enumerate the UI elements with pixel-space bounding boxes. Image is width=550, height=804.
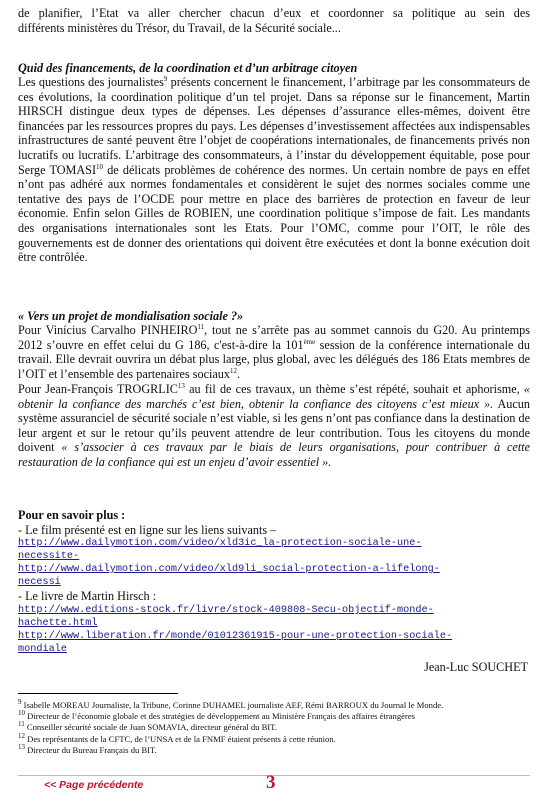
footnote-12 (18, 731, 538, 745)
paragraph-trogrlic (18, 382, 530, 470)
quote-confiance: « obtenir la confiance des marchés c’est bien, obtenir la confiance des citoyens c’est mieux ». (18, 382, 530, 411)
footnote-ref-12: 12 (229, 366, 237, 375)
link-editions-stock-line-2: hachette.html (18, 617, 98, 629)
footnote-ref-10: 10 (96, 162, 104, 171)
footnote-11-text: Conseiller sécurité sociale de Juan SOMAVIA, directeur général du BIT. (24, 722, 277, 733)
link-liberation-line-2: mondiale (18, 643, 67, 655)
footnote-ref-13: 13 (177, 381, 185, 390)
para3-part-1: Pour Jean-François TROGRLIC (18, 382, 178, 396)
superscript-eme: ème (303, 337, 316, 346)
more-info-block (18, 508, 530, 656)
intro-line-1: de planifier, l’Etat va aller chercher chacun d’eux et coordonner sa politique au sein des (18, 6, 530, 20)
para1-part-a: Les questions des journalistes (18, 75, 164, 89)
footnote-11 (18, 722, 538, 733)
link-dailymotion-1[interactable] (18, 537, 530, 563)
film-intro: - Le film présenté est en ligne sur les liens suivants – (18, 522, 277, 537)
section-heading-mondialisation: « Vers un projet de mondialisation sociale ?» (18, 309, 244, 323)
intro-line-2: différents ministères du Trésor, du Travail, de la Sécurité sociale... (18, 20, 341, 35)
footnote-13 (18, 742, 538, 756)
more-info-heading: Pour en savoir plus : (18, 508, 126, 522)
para3-part-2: au fil de ces travaux, un thème s’est répété, souhait et aphorisme, (184, 382, 524, 396)
footnotes (18, 700, 538, 756)
para1-part-b: présents concernent le financement, l’arbitrage par les consommateurs de ces évolutions, la coordination politique d’un tel projet. Dans sa réponse sur le financement, Martin HIRSCH distingue deux types de dépenses. Les dépenses d’assurance elles-mêmes, doivent être financées par les ressources propres du pays. Les dépenses d’investissement affectées aux indispensables infrastructures de santé peuvent être l’objet de coopérations internationales, de financements privés non lucratifs ou lucratifs. L’arbitrage des consommateurs, à l’instar du développement équitable, pose pour Serge TOMASI (18, 75, 531, 177)
para1-part-c: de délicats problèmes de cohérence des normes. Un certain nombre de pays en effet n’ont pas adhéré aux normes fondamentales et considèrent le sujet des normes sociales comme une tentative des pays de l’OCDE pour mettre en place des barrières de protection en faveur de leur économie. Enfin selon Gilles de ROBIEN, une coordination politique s’impose de fait. Les mandants des organisations internationales sont les Etats. Pour l’OMC, comme pour l’OIT, le rôle des gouvernements est de donner des orientations qui doivent être exécutées et dont la bonne exécution doit être contrôlée. (18, 162, 531, 265)
para2-part-1: Pour Vinícius Carvalho PINHEIRO (18, 323, 198, 337)
footnote-10 (18, 711, 538, 722)
footnote-12-number: 12 (18, 731, 25, 740)
link-dailymotion-1-line-2: necessite- (18, 551, 80, 563)
footnote-13-number: 13 (18, 742, 25, 751)
para2-part-2: , tout ne s’arrête pas au sommet cannois du G20. Au printemps 2012 s’ouvre en effet celui du G 186, c'est-à-dire la 101 (18, 323, 530, 352)
footnote-12-text: Des représentants de la CFTC, de l’UNSA et de la FNMF étaient présents à cette réunion. (25, 733, 336, 744)
section-heading-financements: Quid des financements, de la coordination et d’un arbitrage citoyen (18, 61, 358, 75)
quote-associer: « s’associer à ces travaux par le biais de leurs organisations, pour contribuer à cette restauration de la confiance qui est un enjeu d’avoir essentiel ». (18, 440, 531, 469)
link-dailymotion-2-line-1: http://www.dailymotion.com/video/xld9li_social-protection-a-lifelong- (18, 564, 440, 576)
footnote-11-number: 11 (18, 720, 25, 729)
footnote-13-text: Directeur du Bureau Français du BIT. (25, 744, 157, 755)
para3-part-3: Aucun système assuranciel de sécurité sociale n’est viable, si les gens n’ont pas confiance dans la destination de leur argent et sur le retour qu’ils peuvent attendre de leur contribution. Tous les citoyens du monde doivent (18, 396, 530, 455)
link-dailymotion-2-line-2: necessi (18, 577, 61, 589)
book-intro: - Le livre de Martin Hirsch : (18, 589, 157, 604)
link-editions-stock-line-1: http://www.editions-stock.fr/livre/stock-409808-Secu-objectif-monde- (18, 604, 434, 616)
link-liberation-line-1: http://www.liberation.fr/monde/01012361915-pour-une-protection-sociale- (18, 630, 453, 642)
footnote-divider (18, 693, 178, 694)
link-dailymotion-1-line-1: http://www.dailymotion.com/video/xld3ic_la-protection-sociale-une- (18, 538, 422, 550)
footnote-9-number: 9 (18, 698, 22, 707)
intro-paragraph (18, 6, 530, 35)
footnote-9 (18, 700, 538, 711)
footnote-10-text: Directeur de l’économie globale et des stratégies de développement au Ministère Français des affaires étrangères (25, 711, 415, 722)
footnote-9-text: Isabelle MOREAU Journaliste, la Tribune, Corinne DUHAMEL journaliste AEF, Rémi BARROUX du Journal le Monde. (21, 700, 444, 710)
footnote-ref-11: 11 (197, 322, 205, 331)
footnote-10-number: 10 (18, 709, 25, 718)
link-dailymotion-2[interactable] (18, 563, 530, 589)
para2-part-3: session de la conférence internationale du travail. Elle devrait ouvrira un débat plus large, plus global, avec les délégués des 186 Etats membres de l’OIT et l’ensemble des partenaires sociaux (18, 337, 530, 381)
para2-part-4: . (236, 366, 241, 381)
page-number: 3 (266, 772, 276, 793)
previous-page-link[interactable]: << Page précédente (44, 779, 144, 791)
paragraph-financements (18, 75, 530, 265)
signature: Jean-Luc SOUCHET (424, 660, 528, 674)
footnote-ref-9: 9 (163, 74, 168, 83)
link-editions-stock[interactable] (18, 604, 530, 630)
link-liberation[interactable] (18, 630, 530, 656)
paragraph-pinheiro (18, 323, 530, 381)
